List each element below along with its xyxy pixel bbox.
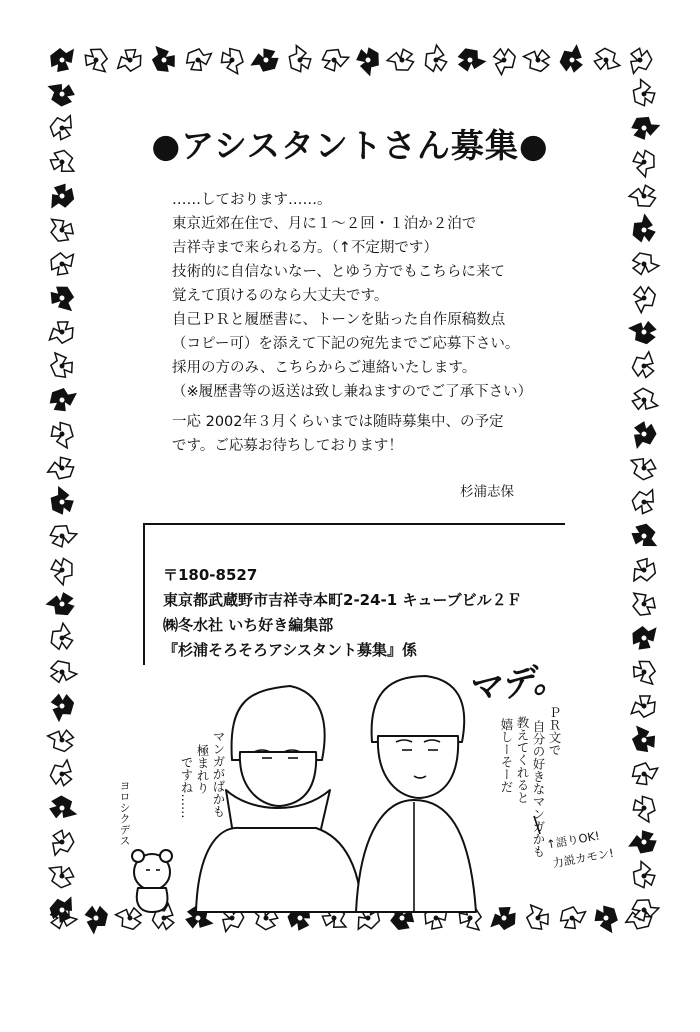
right-character-hat — [372, 676, 465, 742]
street-address: 東京都武蔵野市吉祥寺本町2-24-1 キューブビル２Ｆ — [163, 591, 522, 609]
recipient-line: 『杉浦そろそろアシスタント募集』係 — [163, 641, 417, 659]
notice-line: 一応 2002年３月くらいまでは随時募集中、の予定 — [172, 414, 504, 430]
speech-right-1: ＰＲ文で — [547, 706, 562, 756]
speech-right-3: 教えてくれると — [515, 716, 530, 804]
page-title: ●アシスタントさん募集● — [151, 126, 549, 165]
speech-left-1: マンガがばかも — [211, 730, 226, 818]
right-character-body — [356, 800, 476, 912]
left-character-body — [196, 828, 362, 912]
bear-speech: ヨロシクデス — [118, 780, 131, 846]
speech-right-2: 自分の好きなマンガかも — [531, 720, 546, 858]
body-line: 東京近郊在住で、月に１～２回・１泊か２泊で — [172, 216, 477, 232]
body-line: 覚えて頂けるのなら大丈夫です。 — [172, 288, 389, 304]
mate-handwriting: マデ。 — [464, 657, 569, 711]
side-note-1: ↑語りOK! — [545, 828, 601, 852]
notice-line: です。ご応募お待ちしております！ — [172, 438, 403, 454]
body-line: 吉祥寺まで来られる方。（↑不定期です） — [172, 240, 438, 256]
speech-left-3: ですね…… — [179, 756, 194, 819]
side-note-2: 力説カモン! — [551, 845, 615, 871]
publisher-name: ㈱冬水社 いち好き編集部 — [163, 616, 334, 634]
body-line: 技術的に自信ないなー、とゆう方でもこちらに来て — [172, 264, 505, 280]
body-line: （※履歴書等の返送は致し兼ねますのでご了承下さい） — [172, 384, 533, 400]
right-character-face — [378, 736, 458, 798]
body-line: ……しております……。 — [172, 192, 332, 208]
body-line: （コピー可）を添えて下記の宛先までご応募下さい。 — [172, 336, 520, 352]
speech-left-2: 極まれり — [195, 744, 210, 794]
postal-code: 〒180-8527 — [163, 566, 258, 584]
speech-right-4: 嬉しーそーだ — [499, 718, 514, 793]
bear-body — [137, 888, 168, 912]
body-line: 採用の方のみ、こちらからご連絡いたします。 — [172, 360, 477, 376]
left-character-hat — [232, 686, 325, 760]
author-signature: 杉浦志保 — [460, 484, 514, 500]
left-character-face — [240, 752, 316, 806]
body-line: 自己ＰＲと履歴書に、トーンを貼った自作原稿数点 — [172, 312, 506, 328]
